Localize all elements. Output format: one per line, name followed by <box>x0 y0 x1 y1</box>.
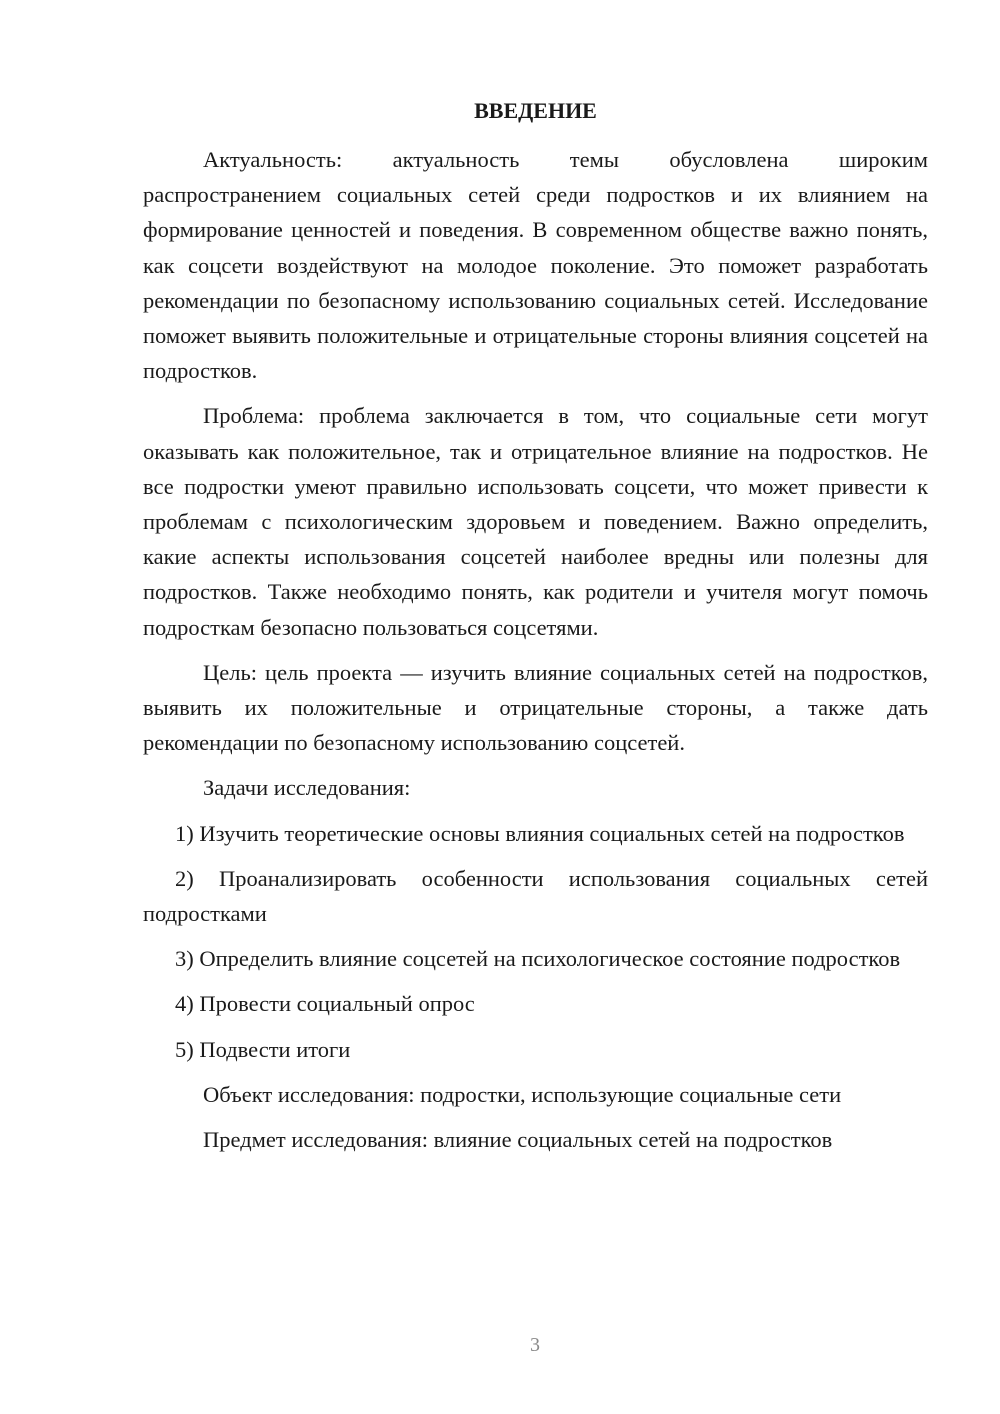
page-title: ВВЕДЕНИЕ <box>474 98 597 123</box>
paragraph-goal: Цель: цель проекта — изучить влияние социальных сетей на подростков, выявить их положительные и отрицательные стороны, а также дать рекомендации по безопасному использованию соцсетей. <box>143 659 928 756</box>
task-item: 2) Проанализировать особенности использования социальных сетей подростками <box>143 865 928 927</box>
task-item: 3) Определить влияние соцсетей на психологическое состояние подростков <box>175 946 901 972</box>
tasks-heading: Задачи исследования: <box>203 775 411 801</box>
page-number: 3 <box>530 1334 540 1356</box>
task-item: 5) Подвести итоги <box>175 1036 351 1062</box>
task-item: 1) Изучить теоретические основы влияния социальных сетей на подростков <box>175 820 905 846</box>
document-body <box>143 142 928 1157</box>
research-subject: Предмет исследования: влияние социальных сетей на подростков <box>203 1127 833 1153</box>
paragraph-problem: Проблема: проблема заключается в том, что социальные сети могут оказывать как положительное, так и отрицательное влияние на подростков. Не все подростки умеют правильно использовать соцсети, что может привести к проблемам с психологическим здоровьем и поведением. Важно определить, какие аспекты использования соцсетей наиболее вредны или полезны для подростков. Также необходимо понять, как родители и учителя могут помочь подросткам безопасно пользоваться соцсетями. <box>143 403 928 640</box>
task-item: 4) Провести социальный опрос <box>175 991 475 1017</box>
paragraph-relevance: Актуальность: актуальность темы обусловлена широким распространением социальных сетей среди подростков и их влиянием на формирование ценностей и поведения. В современном обществе важно понять, как соцсети воздействуют на молодое поколение. Это поможет разработать рекомендации по безопасному использованию социальных сетей. Исследование поможет выявить положительные и отрицательные стороны влияния соцсетей на подростков. <box>143 147 928 384</box>
research-object: Объект исследования: подростки, использующие социальные сети <box>203 1081 842 1107</box>
